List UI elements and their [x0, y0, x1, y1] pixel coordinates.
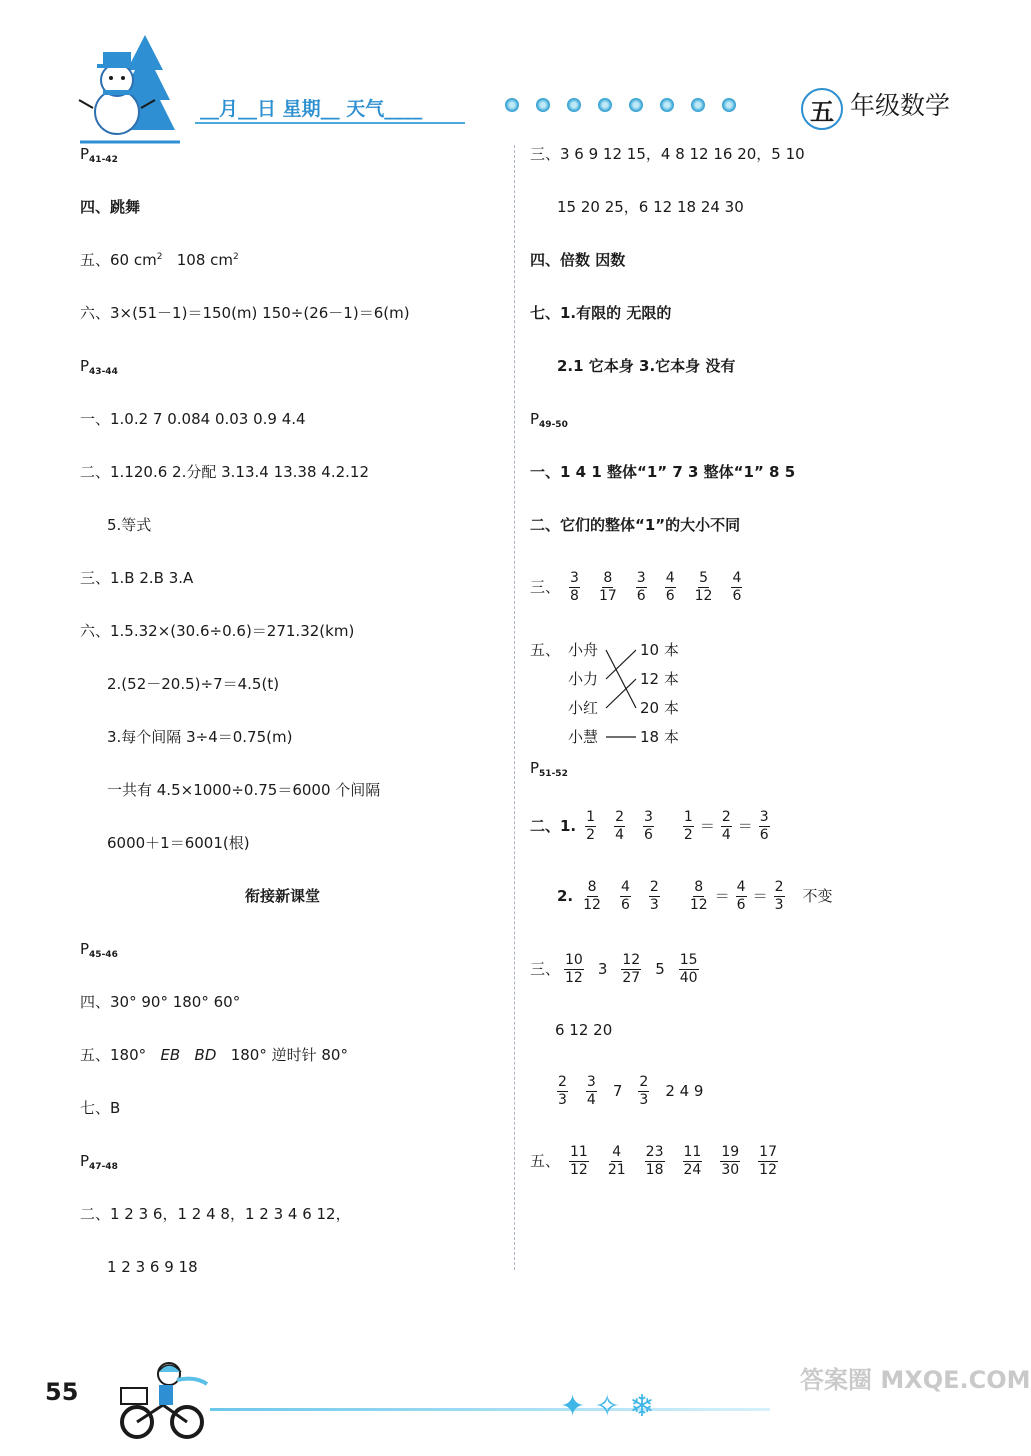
fraction: $\frac{2}{4}$ [721, 809, 731, 844]
fraction: $\frac{2}{3}$ [649, 879, 659, 914]
answer-line: 3.每个间隔 3÷4＝0.75(m) [107, 728, 293, 746]
fraction: $\frac{3}{6}$ [759, 809, 769, 844]
fraction: $\frac{4}{6}$ [620, 879, 630, 914]
page-ref-49: $P_{49-50}$ [530, 410, 568, 430]
snowflake-dots-decoration [505, 97, 753, 116]
fraction: $\frac{3}{6}$ [643, 809, 653, 844]
name-label: 小力 [568, 670, 599, 688]
answer-line: 6 12 20 [555, 1021, 613, 1039]
match-line [606, 679, 636, 708]
answer-line: 6000＋1＝6001(根) [107, 834, 250, 852]
fraction: $\frac{2}{4}$ [615, 809, 624, 844]
answer-line: 15 20 25，6 12 18 24 30 [557, 198, 744, 216]
book-label: 12 本 [640, 670, 679, 688]
fraction: $\frac{3}{4}$ [586, 1074, 596, 1109]
name-label: 小慧 [568, 728, 599, 746]
fraction-answer-row: 二、1. $\frac{1}{2}$ $\frac{2}{4}$ $\frac{3}{6}$ $\frac{1}{2}$ ＝ $\frac{2}{4}$ ＝ $\frac{3}{6}$ [530, 809, 769, 844]
page-ref-47: $P_{47-48}$ [80, 1152, 118, 1172]
fraction-answer-row: 2. $\frac{8}{12}$ $\frac{4}{6}$ $\frac{2}{3}$ $\frac{8}{12}$ ＝ $\frac{4}{6}$ ＝ $\frac{2}{3}$ 不变 [557, 879, 833, 914]
answer-line: 一、1 4 1 整体“1” 7 3 整体“1” 8 5 [530, 463, 796, 481]
snowman-illustration [75, 30, 185, 150]
fraction: $\frac{23}{18}$ [645, 1144, 664, 1179]
book-label: 10 本 [640, 641, 679, 659]
fraction: $\frac{4}{6}$ [732, 570, 742, 605]
book-label: 20 本 [640, 699, 679, 717]
book-label: 18 本 [640, 728, 679, 746]
answer-line: 六、3×(51－1)＝150(m) 150÷(26－1)＝6(m) [80, 304, 410, 322]
subject-title: 年级数学 [850, 91, 951, 120]
fraction-answer-row: $\frac{2}{3}$ $\frac{3}{4}$ 7 $\frac{2}{3}$ 2 4 9 [558, 1074, 704, 1109]
answer-line: 四、30° 90° 180° 60° [80, 993, 241, 1011]
page-ref-45: $P_{45-46}$ [80, 940, 118, 960]
answer-line: 5.等式 [107, 516, 152, 534]
answer-line: 2.(52－20.5)÷7＝4.5(t) [107, 675, 280, 693]
fraction: $\frac{1}{2}$ [586, 809, 596, 844]
answer-line: 六、1.5.32×(30.6÷0.6)＝271.32(km) [80, 622, 355, 640]
fraction: $\frac{4}{6}$ [665, 570, 675, 605]
fraction-answer-row: 三、 $\frac{3}{8}$ $\frac{8}{17}$ $\frac{3}{6}$ $\frac{4}{6}$ $\frac{5}{12}$ $\frac{4}{6}$ [530, 570, 742, 605]
answer-line: 1 2 3 6 9 18 [107, 1258, 198, 1276]
answer-line: 四、倍数 因数 [530, 251, 626, 269]
fraction: $\frac{12}{27}$ [622, 952, 641, 987]
answer-label: 五、 [530, 641, 561, 659]
page-ref-51: $P_{51-52}$ [530, 759, 568, 779]
fraction: $\frac{3}{8}$ [570, 570, 579, 605]
fraction: $\frac{4}{6}$ [736, 879, 746, 914]
page-number: 55 [45, 1378, 79, 1406]
fraction: $\frac{8}{12}$ [689, 879, 708, 914]
answer-line: 一、1.0.2 7 0.084 0.03 0.9 4.4 [80, 410, 306, 428]
answer-line: 三、3 6 9 12 15，4 8 12 16 20，5 10 [530, 145, 805, 163]
answer-line: 三、1.B 2.B 3.A [80, 569, 194, 587]
watermark: 答案圈 MXQE.COM [800, 1366, 1031, 1394]
answer-line: 五、180° EB BD 180° 逆时针 80° [80, 1046, 348, 1064]
fraction: $\frac{19}{30}$ [721, 1144, 740, 1179]
answer-line: 一共有 4.5×1000÷0.75＝6000 个间隔 [107, 781, 381, 799]
name-label: 小舟 [568, 641, 599, 659]
fraction: $\frac{2}{3}$ [639, 1074, 649, 1109]
name-label: 小红 [568, 699, 599, 717]
answer-line: 七、1.有限的 无限的 [530, 304, 672, 322]
matching-diagram [568, 640, 718, 750]
fraction: $\frac{8}{17}$ [598, 570, 617, 605]
fraction-answer-row: 五、 $\frac{11}{12}$ $\frac{4}{21}$ $\frac{23}{18}$ $\frac{11}{24}$ $\frac{19}{30}$ $\frac{17}{12}$ [530, 1144, 777, 1179]
fraction: $\frac{4}{21}$ [607, 1144, 626, 1179]
footer-line [210, 1408, 770, 1411]
header-line [195, 122, 465, 124]
grade-badge: 五 [801, 88, 843, 130]
answer-line: 二、1.120.6 2.分配 3.13.4 13.38 4.2.12 [80, 463, 369, 481]
cyclist-illustration [115, 1360, 210, 1440]
fraction: $\frac{15}{40}$ [679, 952, 698, 987]
page-ref-43: $P_{43-44}$ [80, 357, 118, 377]
fraction: $\frac{2}{3}$ [774, 879, 784, 914]
matching-lines [568, 640, 718, 750]
fraction: $\frac{11}{12}$ [570, 1144, 588, 1179]
fraction: $\frac{10}{12}$ [565, 952, 583, 987]
answer-line: 2.1 它本身 3.它本身 没有 [557, 357, 736, 375]
fraction: $\frac{1}{2}$ [683, 809, 693, 844]
fraction: $\frac{17}{12}$ [759, 1144, 777, 1179]
match-line [606, 650, 636, 679]
answer-line: 五、60 $cm^2$ 108 $cm^2$ [80, 251, 239, 269]
fraction: $\frac{8}{12}$ [583, 879, 601, 914]
fraction: $\frac{3}{6}$ [636, 570, 646, 605]
date-weather-field: __月__日 星期__ 天气____ [200, 98, 423, 120]
page-ref-41: $P_{41-42}$ [80, 145, 118, 165]
snowflake-icon: ✦ ✧ ❄ [560, 1389, 655, 1424]
column-divider [514, 145, 515, 1270]
answer-line: 二、它们的整体“1”的大小不同 [530, 516, 741, 534]
answer-line: 七、B [80, 1099, 121, 1117]
section-title: 衔接新课堂 [245, 887, 321, 905]
fraction: $\frac{5}{12}$ [694, 570, 713, 605]
answer-line: 二、1 2 3 6，1 2 4 8，1 2 3 4 6 12， [80, 1205, 351, 1223]
match-line [606, 650, 636, 708]
answer-line: 四、跳舞 [80, 198, 141, 216]
fraction: $\frac{11}{24}$ [683, 1144, 702, 1179]
fraction: $\frac{2}{3}$ [558, 1074, 567, 1109]
fraction-answer-row: 三、 $\frac{10}{12}$ 3 $\frac{12}{27}$ 5 $\frac{15}{40}$ [530, 952, 698, 987]
